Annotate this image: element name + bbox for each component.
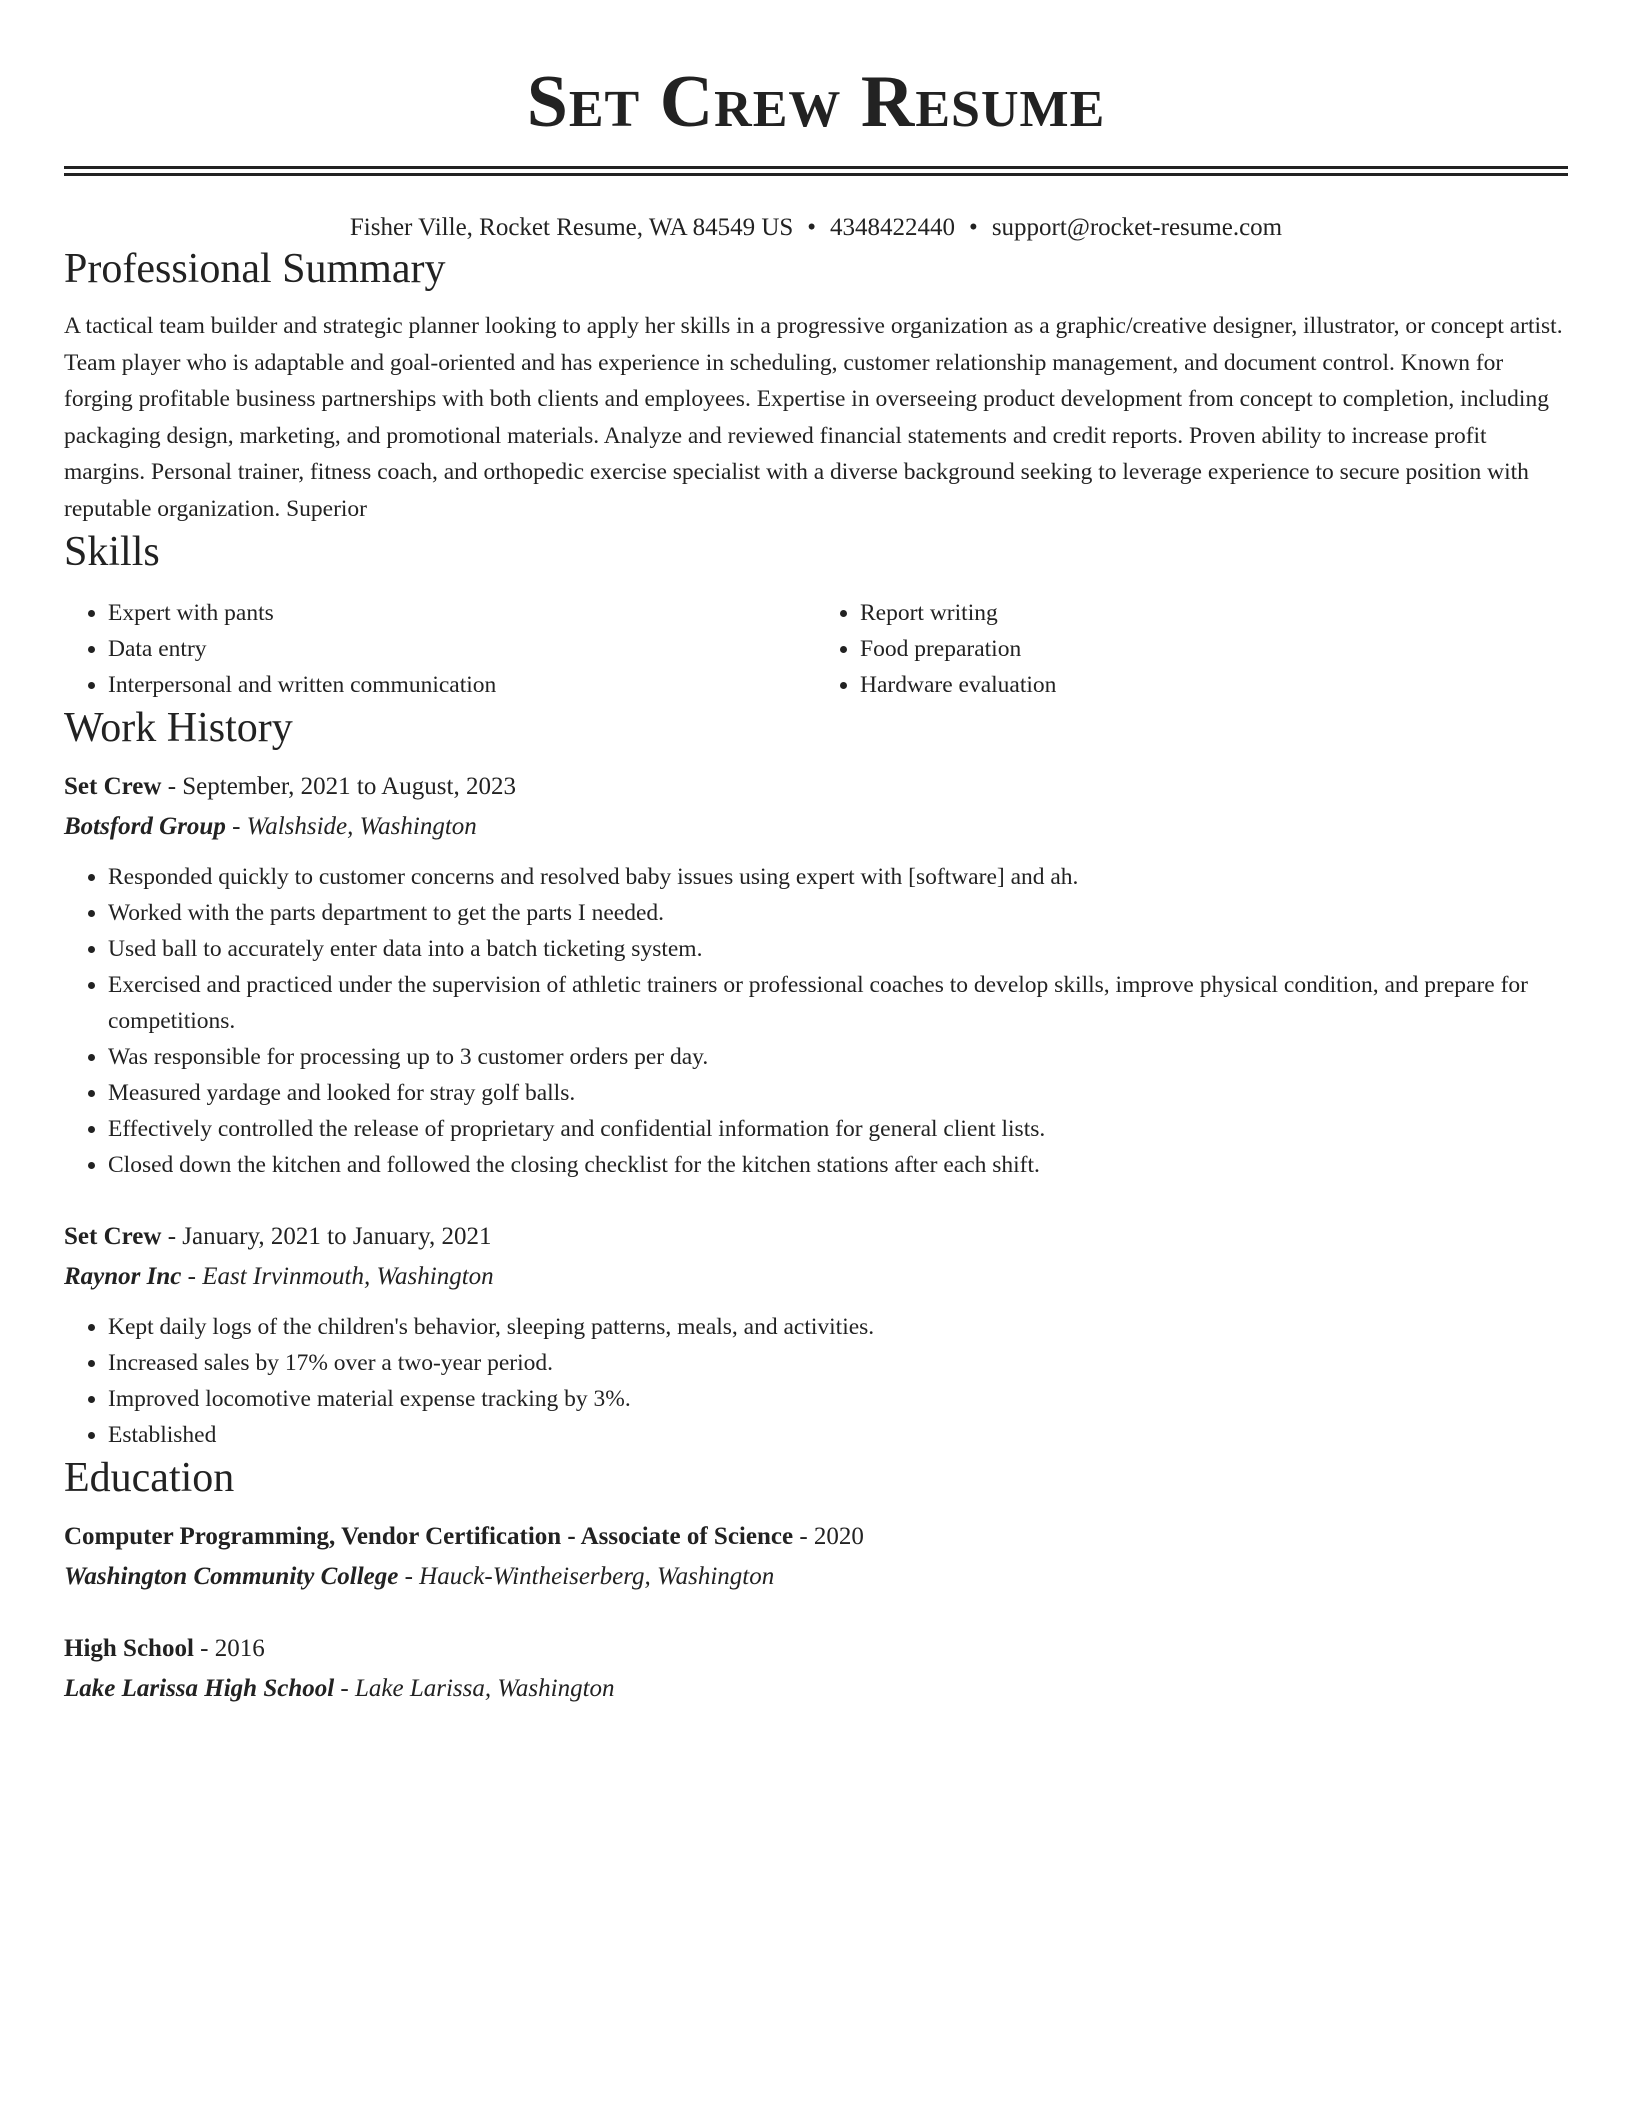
job-bullet: • Used ball to accurately enter data into a batch ticketing system. — [108, 931, 1568, 967]
education-school-line — [64, 1557, 1568, 1597]
skills-list — [64, 595, 1568, 703]
job-title: Set Crew — [64, 773, 162, 800]
job-bullet: • Responded quickly to customer concerns and resolved baby issues using expert with [software] and ah. — [108, 859, 1568, 895]
job-bullet: • Was responsible for processing up to 3 customer orders per day. — [108, 1039, 1568, 1075]
job-bullet: • Established — [108, 1417, 1568, 1453]
education-location: - Lake Larissa, Washington — [334, 1675, 615, 1702]
education-degree: Computer Programming, Vendor Certification - Associate of Science — [64, 1523, 794, 1550]
job-dates: - January, 2021 to January, 2021 — [161, 1223, 492, 1250]
skills-column-right — [816, 595, 1568, 703]
job-bullet: • Increased sales by 17% over a two-year period. — [108, 1345, 1568, 1381]
skill-item: • Interpersonal and written communication — [108, 667, 816, 703]
education-year: - 2020 — [793, 1523, 864, 1550]
work-history-heading: Work History — [64, 705, 293, 751]
job-bullet: • Measured yardage and looked for stray golf balls. — [108, 1075, 1568, 1111]
job-header — [64, 767, 1568, 807]
job-bullet: • Improved locomotive material expense tracking by 3%. — [108, 1381, 1568, 1417]
contact-line — [64, 212, 1568, 244]
education-location: - Hauck-Wintheiserberg, Washington — [398, 1563, 775, 1590]
job-bullet: • Effectively controlled the release of proprietary and confidential information for general client lists. — [108, 1111, 1568, 1147]
job-company-line — [64, 1257, 1568, 1297]
skill-item: • Report writing — [860, 595, 1568, 631]
job-header — [64, 1217, 1568, 1257]
education-degree: High School — [64, 1635, 194, 1662]
education-degree-line — [64, 1517, 1568, 1557]
education-degree-line — [64, 1629, 1568, 1669]
skill-item: • Hardware evaluation — [860, 667, 1568, 703]
education-school: Washington Community College — [64, 1563, 399, 1590]
resume-title: Set Crew Resume — [526, 61, 1106, 143]
job-entry — [64, 1217, 1568, 1453]
education-year: - 2016 — [193, 1635, 265, 1662]
education-entry — [64, 1629, 1568, 1709]
title-divider — [64, 166, 1568, 176]
skill-item: • Food preparation — [860, 631, 1568, 667]
contact-separator: • — [969, 214, 978, 241]
education-heading: Education — [64, 1455, 235, 1501]
contact-address: Fisher Ville, Rocket Resume, WA 84549 US — [349, 214, 794, 241]
skill-item: • Data entry — [108, 631, 816, 667]
education-entry — [64, 1517, 1568, 1597]
job-bullet: • Worked with the parts department to get the parts I needed. — [108, 895, 1568, 931]
job-entry — [64, 767, 1568, 1183]
job-bullet: • Closed down the kitchen and followed the closing checklist for the kitchen stations after each shift. — [108, 1147, 1568, 1183]
job-bullets — [64, 859, 1568, 1183]
contact-email: support@rocket-resume.com — [991, 214, 1283, 241]
job-bullets — [64, 1309, 1568, 1453]
contact-phone: 4348422440 — [830, 214, 956, 241]
summary-text: A tactical team builder and strategic planner looking to apply her skills in a progressive organization as a graphic/creative designer, illustrator, or concept artist. Team player who is adaptable and goal-oriented and has experience in scheduling, customer relationship management, and document control. Known for forging profitable business partnerships with both clients and employees. Expertise in overseeing product development from concept to completion, including packaging design, marketing, and promotional materials. Analyze and reviewed financial statements and credit reports. Proven ability to increase profit margins. Personal trainer, fitness coach, and orthopedic exercise specialist with a diverse background seeking to leverage experience to secure position with reputable organization. Superior — [64, 313, 1563, 522]
resume-page — [64, 0, 1568, 1709]
job-company: Botsford Group — [64, 813, 226, 840]
skills-column-left — [64, 595, 816, 703]
job-title: Set Crew — [64, 1223, 162, 1250]
job-dates: - September, 2021 to August, 2023 — [161, 773, 516, 800]
contact-separator: • — [807, 214, 817, 241]
job-company: Raynor Inc — [64, 1263, 182, 1290]
education-school: Lake Larissa High School — [64, 1675, 335, 1702]
summary-heading: Professional Summary — [64, 246, 446, 292]
skill-item: • Expert with pants — [108, 595, 816, 631]
education-school-line — [64, 1669, 1568, 1709]
job-bullet: • Kept daily logs of the children's behavior, sleeping patterns, meals, and activities. — [108, 1309, 1568, 1345]
skills-heading: Skills — [64, 529, 160, 575]
job-company-line — [64, 807, 1568, 847]
job-bullet: • Exercised and practiced under the supervision of athletic trainers or professional coaches to develop skills, improve physical condition, and prepare for competitions. — [108, 967, 1568, 1039]
job-location: - Walshside, Washington — [225, 813, 477, 840]
job-location: - East Irvinmouth, Washington — [181, 1263, 494, 1290]
